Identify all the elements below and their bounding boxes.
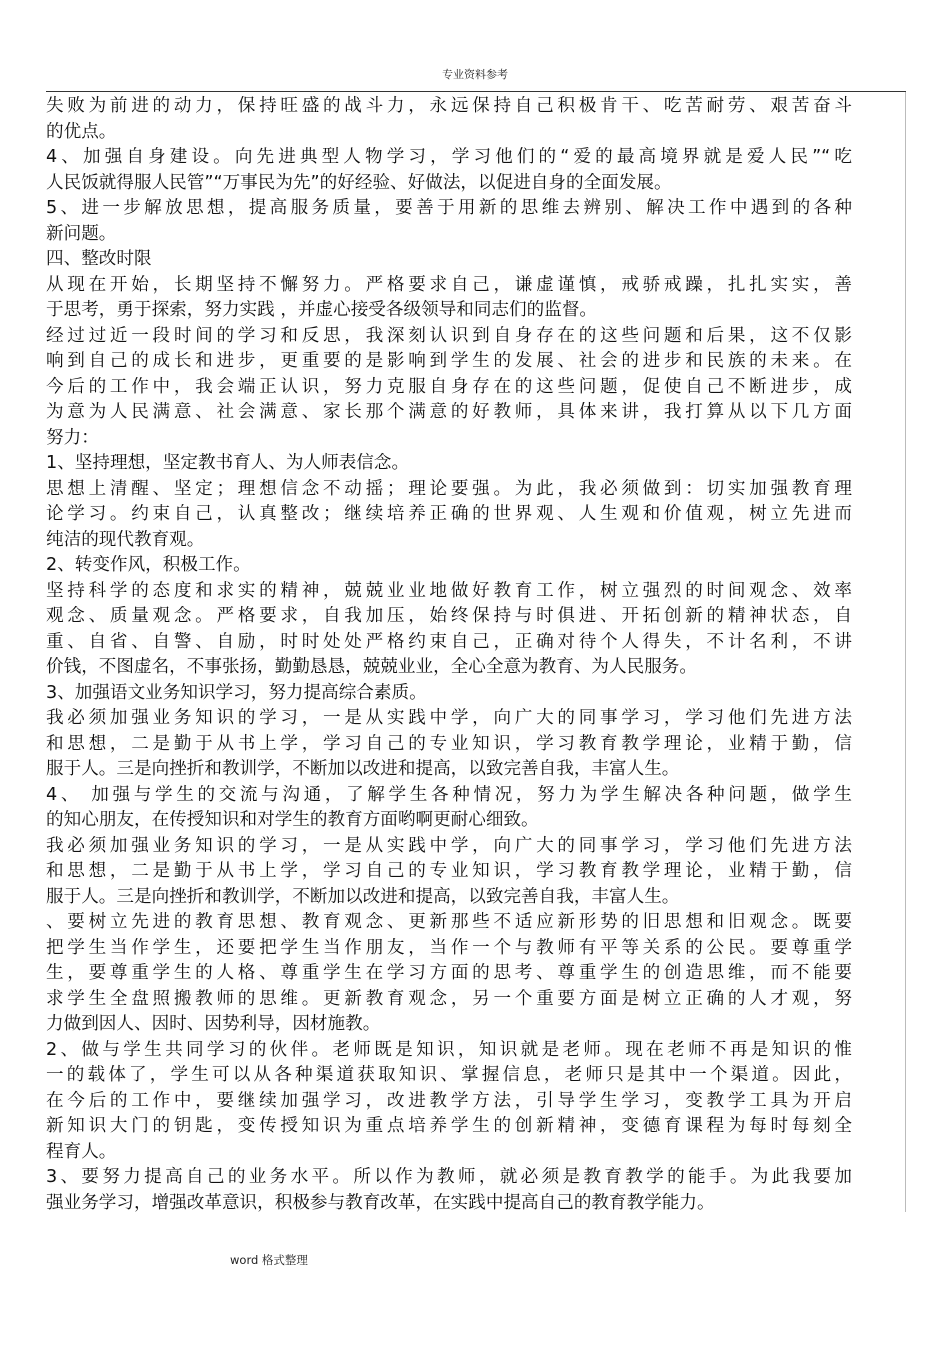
text-line: 和思想，二是勤于从书上学，学习自己的专业知识，学习教育教学理论，业精于勤，信 bbox=[46, 733, 852, 754]
header-rule bbox=[46, 91, 906, 92]
text-line: 纯洁的现代教育观。 bbox=[46, 529, 205, 550]
text-line: 强业务学习，增强改革意识，积极参与教育改革，在实践中提高自己的教育教学能力。 bbox=[46, 1192, 715, 1213]
text-line: 经过过近一段时间的学习和反思，我深刻认识到自身存在的这些问题和后果，这不仅影 bbox=[46, 325, 852, 346]
text-line: 生，要尊重学生的人格、尊重学生在学习方面的思考、尊重学生的创造思维，而不能要 bbox=[46, 963, 852, 983]
text-line: 新知识大门的钥匙，变传授知识为重点培养学生的创新精神，变德育课程为每时每刻全 bbox=[46, 1116, 852, 1136]
text-line: 服于人。三是向挫折和教训学，不断加以改进和提高，以致完善自我，丰富人生。 bbox=[46, 759, 680, 779]
text-line: 人民饭就得服人民管”“万事民为先”的好经验、好做法，以促进自身的全面发展。 bbox=[46, 172, 672, 193]
text-line: 把学生当作学生，还要把学生当作朋友，当作一个与教师有平等关系的公民。要尊重学 bbox=[46, 937, 852, 958]
text-line: 一的载体了，学生可以从各种渠道获取知识、掌握信息，老师只是其中一个渠道。因此， bbox=[46, 1065, 852, 1085]
text-line: 于思考，勇于探索，努力实践 ，并虚心接受各级领导和同志们的监督。 bbox=[46, 300, 598, 320]
text-line: 程育人。 bbox=[46, 1141, 117, 1162]
document-body bbox=[46, 94, 852, 1216]
text-line: 观念、质量观念。严格要求，自我加压，始终保持与时俱进、开拓创新的精神状态，自 bbox=[46, 606, 852, 626]
page-footer: word 格式整理 bbox=[230, 1253, 308, 1267]
text-line: 失败为前进的动力，保持旺盛的战斗力，永远保持自己积极肯干、吃苦耐劳、艰苦奋斗 bbox=[46, 96, 852, 116]
text-line: 服于人。三是向挫折和教训学，不断加以改进和提高，以致完善自我，丰富人生。 bbox=[46, 886, 680, 907]
text-line: 4、 加强与学生的交流与沟通，了解学生各种情况，努力为学生解决各种问题，做学生 bbox=[46, 784, 852, 805]
text-line: 为意为人民满意、社会满意、家长那个满意的好教师，具体来讲，我打算从以下几方面 bbox=[46, 402, 852, 422]
text-line: 5、进一步解放思想，提高服务质量，要善于用新的思维去辨别、解决工作中遇到的各种 bbox=[46, 198, 852, 218]
text-line: 新问题。 bbox=[46, 223, 117, 244]
text-line: 响到自己的成长和进步，更重要的是影响到学生的发展、社会的进步和民族的未来。在 bbox=[46, 351, 852, 371]
text-line: 我必须加强业务知识的学习，一是从实践中学，向广大的同事学习，学习他们先进方法 bbox=[46, 835, 852, 856]
text-line: 1、坚持理想，坚定教书育人、为人师表信念。 bbox=[46, 453, 410, 473]
text-line: 论学习。约束自己，认真整改；继续培养正确的世界观、人生观和价值观，树立先进而 bbox=[46, 504, 852, 524]
text-line: 3、要努力提高自己的业务水平。所以作为教师，就必须是教育教学的能手。为此我要加 bbox=[46, 1167, 852, 1187]
text-line: 4、加强自身建设。向先进典型人物学习，学习他们的“爱的最高境界就是爱人民”“吃 bbox=[46, 147, 852, 167]
text-line: 思想上清醒、坚定；理想信念不动摇；理论要强。为此，我必须做到：切实加强教育理 bbox=[46, 478, 852, 499]
text-line: 的知心朋友，在传授知识和对学生的教育方面哟啊更耐心细致。 bbox=[46, 810, 539, 830]
text-line: 和思想，二是勤于从书上学，学习自己的专业知识，学习教育教学理论，业精于勤，信 bbox=[46, 861, 852, 881]
text-line: 我必须加强业务知识的学习，一是从实践中学，向广大的同事学习，学习他们先进方法 bbox=[46, 708, 852, 728]
text-line: 、要树立先进的教育思想、教育观念、更新那些不适应新形势的旧思想和旧观念。既要 bbox=[46, 912, 852, 932]
text-line: 在今后的工作中，要继续加强学习，改进教学方法，引导学生学习，变教学工具为开启 bbox=[46, 1090, 852, 1111]
text-line: 努力： bbox=[46, 427, 99, 448]
right-margin-line bbox=[905, 92, 906, 1212]
text-line: 坚持科学的态度和求实的精神，兢兢业业地做好教育工作，树立强烈的时间观念、效率 bbox=[46, 580, 852, 601]
text-line: 四、整改时限 bbox=[46, 249, 152, 269]
text-line: 求学生全盘照搬教师的思维。更新教育观念，另一个重要方面是树立正确的人才观，努 bbox=[46, 988, 852, 1009]
text-line: 2、做与学生共同学习的伙伴。老师既是知识，知识就是老师。现在老师不再是知识的惟 bbox=[46, 1039, 852, 1060]
text-line: 从现在开始，长期坚持不懈努力。严格要求自己，谦虚谨慎，戒骄戒躁，扎扎实实，善 bbox=[46, 274, 852, 295]
text-line: 力做到因人、因时、因势利导，因材施教。 bbox=[46, 1014, 381, 1034]
text-line: 重、自省、自警、自励，时时处处严格约束自己，正确对待个人得失，不计名利，不讲 bbox=[46, 631, 852, 652]
text-line: 3、加强语文业务知识学习，努力提高综合素质。 bbox=[46, 682, 427, 703]
text-line: 价钱，不图虚名，不事张扬，勤勤恳恳，兢兢业业，全心全意为教育、为人民服务。 bbox=[46, 657, 697, 677]
page-header: 专业资料参考 bbox=[442, 68, 508, 81]
text-line: 2、转变作风，积极工作。 bbox=[46, 555, 251, 575]
text-line: 的优点。 bbox=[46, 121, 117, 142]
text-line: 今后的工作中，我会端正认识，努力克服自身存在的这些问题，促使自己不断进步，成 bbox=[46, 376, 852, 397]
